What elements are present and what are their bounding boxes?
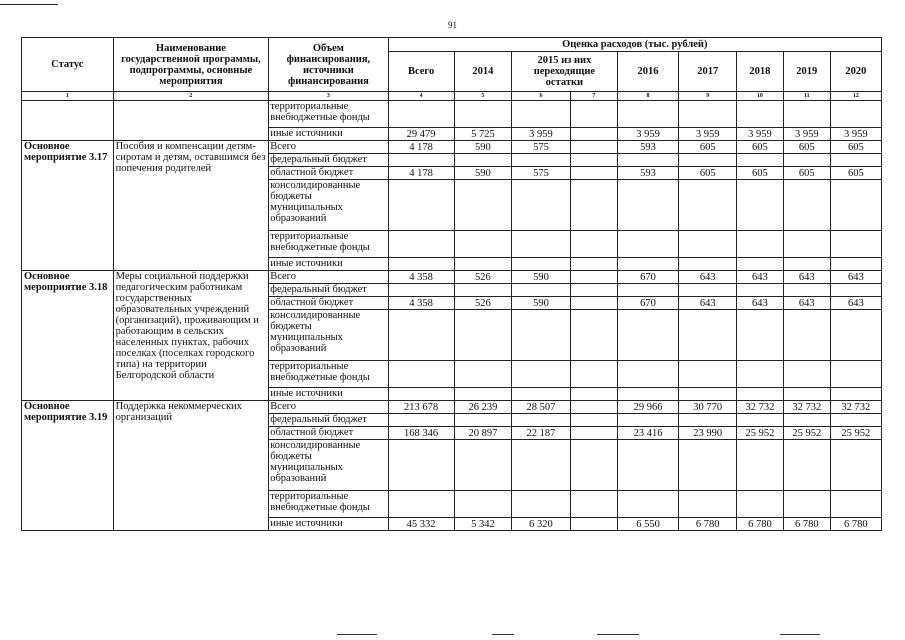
value-cell: [454, 491, 512, 518]
activity-name-cell: [113, 101, 269, 141]
value-cell: [783, 440, 830, 491]
value-cell: 3 959: [783, 128, 830, 141]
value-cell: [783, 284, 830, 297]
footer-rules: [0, 634, 905, 636]
value-cell: [617, 180, 679, 231]
value-cell: [830, 361, 881, 388]
header-total: Всего: [388, 52, 454, 92]
value-cell: 4 358: [388, 271, 454, 284]
activity-name-cell: Меры социальной поддержки педагогическим работникам государственных образовательных учреждений (организаций), проживающим и работающим в сельских населенных пунктах, рабочих поселках (поселках городского типа) на территории Белгородской области: [113, 271, 269, 401]
value-cell: [617, 154, 679, 167]
funding-source-cell: Всего: [269, 401, 388, 414]
value-cell: [570, 101, 617, 128]
value-cell: [570, 491, 617, 518]
value-cell: [570, 427, 617, 440]
value-cell: 643: [679, 297, 737, 310]
value-cell: [570, 154, 617, 167]
top-rule: [0, 4, 58, 5]
value-cell: 605: [830, 141, 881, 154]
value-cell: [454, 101, 512, 128]
value-cell: [388, 361, 454, 388]
value-cell: 590: [512, 271, 571, 284]
value-cell: [679, 231, 737, 258]
value-cell: [512, 388, 571, 401]
activity-name-cell: Пособия и компенсации детям-сиротам и детям, оставшимся без попечения родителей: [113, 141, 269, 271]
value-cell: [388, 231, 454, 258]
value-cell: [454, 231, 512, 258]
value-cell: [830, 388, 881, 401]
value-cell: [679, 154, 737, 167]
column-number: 8: [617, 92, 679, 101]
value-cell: [830, 440, 881, 491]
value-cell: [570, 167, 617, 180]
value-cell: [617, 231, 679, 258]
header-name: Наименование государственной программы, подпрограммы, основные мероприятия: [113, 38, 269, 92]
value-cell: 643: [783, 297, 830, 310]
value-cell: [617, 310, 679, 361]
status-cell: Основное мероприятие 3.19: [22, 401, 114, 531]
page-number: 91: [448, 20, 457, 30]
value-cell: [570, 361, 617, 388]
value-cell: 3 959: [679, 128, 737, 141]
value-cell: [783, 310, 830, 361]
funding-source-cell: Всего: [269, 141, 388, 154]
value-cell: 25 952: [736, 427, 783, 440]
status-cell: Основное мероприятие 3.18: [22, 271, 114, 401]
value-cell: [736, 284, 783, 297]
value-cell: 30 770: [679, 401, 737, 414]
value-cell: 605: [736, 167, 783, 180]
funding-source-cell: территориальные внебюджетные фонды: [269, 101, 388, 128]
table-row: [22, 141, 882, 154]
value-cell: 526: [454, 271, 512, 284]
value-cell: [736, 310, 783, 361]
value-cell: [570, 258, 617, 271]
value-cell: [830, 310, 881, 361]
value-cell: [512, 154, 571, 167]
header-2018: 2018: [736, 52, 783, 92]
expenses-table: [21, 37, 882, 531]
value-cell: 605: [783, 141, 830, 154]
value-cell: [570, 388, 617, 401]
column-number: 11: [783, 92, 830, 101]
value-cell: 605: [679, 167, 737, 180]
funding-source-cell: областной бюджет: [269, 167, 388, 180]
funding-source-cell: федеральный бюджет: [269, 414, 388, 427]
value-cell: 3 959: [830, 128, 881, 141]
value-cell: [570, 310, 617, 361]
funding-source-cell: областной бюджет: [269, 297, 388, 310]
value-cell: [679, 491, 737, 518]
value-cell: 590: [454, 141, 512, 154]
value-cell: [783, 101, 830, 128]
table-row: [22, 271, 882, 284]
value-cell: [388, 388, 454, 401]
value-cell: [454, 310, 512, 361]
value-cell: [388, 284, 454, 297]
value-cell: 168 346: [388, 427, 454, 440]
value-cell: [388, 258, 454, 271]
header-2019: 2019: [783, 52, 830, 92]
value-cell: [679, 310, 737, 361]
value-cell: 6 780: [830, 518, 881, 531]
value-cell: [736, 388, 783, 401]
value-cell: 32 732: [736, 401, 783, 414]
value-cell: [454, 361, 512, 388]
funding-source-cell: территориальные внебюджетные фонды: [269, 231, 388, 258]
value-cell: [736, 414, 783, 427]
value-cell: [388, 154, 454, 167]
funding-source-cell: иные источники: [269, 258, 388, 271]
value-cell: [570, 518, 617, 531]
value-cell: [783, 388, 830, 401]
value-cell: [570, 231, 617, 258]
value-cell: [512, 491, 571, 518]
value-cell: [388, 180, 454, 231]
value-cell: 32 732: [830, 401, 881, 414]
value-cell: [570, 401, 617, 414]
value-cell: 3 959: [736, 128, 783, 141]
value-cell: [512, 180, 571, 231]
column-number: 1: [22, 92, 114, 101]
value-cell: [617, 284, 679, 297]
value-cell: [679, 440, 737, 491]
value-cell: [512, 101, 571, 128]
value-cell: [570, 284, 617, 297]
value-cell: 32 732: [783, 401, 830, 414]
value-cell: [512, 440, 571, 491]
value-cell: [830, 231, 881, 258]
value-cell: 526: [454, 297, 512, 310]
value-cell: [830, 180, 881, 231]
funding-source-cell: территориальные внебюджетные фонды: [269, 491, 388, 518]
column-number: 7: [570, 92, 617, 101]
value-cell: [679, 101, 737, 128]
value-cell: [454, 154, 512, 167]
value-cell: 4 178: [388, 141, 454, 154]
value-cell: [783, 258, 830, 271]
value-cell: [679, 414, 737, 427]
value-cell: [783, 361, 830, 388]
column-number: 10: [736, 92, 783, 101]
value-cell: [736, 231, 783, 258]
value-cell: [783, 180, 830, 231]
value-cell: 25 952: [783, 427, 830, 440]
value-cell: [736, 491, 783, 518]
value-cell: 23 990: [679, 427, 737, 440]
value-cell: 25 952: [830, 427, 881, 440]
value-cell: 6 780: [679, 518, 737, 531]
value-cell: [783, 154, 830, 167]
value-cell: 22 187: [512, 427, 571, 440]
value-cell: 29 479: [388, 128, 454, 141]
value-cell: [454, 388, 512, 401]
header-2020: 2020: [830, 52, 881, 92]
value-cell: 643: [783, 271, 830, 284]
value-cell: 643: [830, 297, 881, 310]
value-cell: [512, 361, 571, 388]
value-cell: 605: [736, 141, 783, 154]
value-cell: [454, 440, 512, 491]
value-cell: [736, 361, 783, 388]
funding-source-cell: территориальные внебюджетные фонды: [269, 361, 388, 388]
value-cell: [617, 101, 679, 128]
value-cell: [617, 414, 679, 427]
column-number: 9: [679, 92, 737, 101]
column-number: 5: [454, 92, 512, 101]
value-cell: [736, 101, 783, 128]
value-cell: [679, 258, 737, 271]
value-cell: [388, 310, 454, 361]
value-cell: 575: [512, 141, 571, 154]
value-cell: [570, 180, 617, 231]
value-cell: 6 550: [617, 518, 679, 531]
value-cell: 643: [679, 271, 737, 284]
value-cell: [512, 284, 571, 297]
value-cell: [736, 258, 783, 271]
value-cell: [454, 180, 512, 231]
value-cell: 213 678: [388, 401, 454, 414]
value-cell: [830, 258, 881, 271]
header-2016: 2016: [617, 52, 679, 92]
table-row: [22, 401, 882, 414]
value-cell: 670: [617, 297, 679, 310]
value-cell: 605: [783, 167, 830, 180]
value-cell: [388, 440, 454, 491]
funding-source-cell: областной бюджет: [269, 427, 388, 440]
value-cell: 5 725: [454, 128, 512, 141]
value-cell: [454, 258, 512, 271]
column-number: 2: [113, 92, 269, 101]
funding-source-cell: федеральный бюджет: [269, 154, 388, 167]
value-cell: [617, 361, 679, 388]
value-cell: 643: [736, 297, 783, 310]
table-row: [22, 101, 882, 128]
value-cell: [617, 491, 679, 518]
value-cell: [512, 310, 571, 361]
value-cell: 3 959: [617, 128, 679, 141]
value-cell: [783, 231, 830, 258]
value-cell: 593: [617, 141, 679, 154]
funding-source-cell: консолидированные бюджеты муниципальных образований: [269, 440, 388, 491]
value-cell: [570, 414, 617, 427]
header-funding: Объем финансирования, источники финансирования: [269, 38, 388, 92]
value-cell: 26 239: [454, 401, 512, 414]
value-cell: [830, 284, 881, 297]
value-cell: 670: [617, 271, 679, 284]
value-cell: [736, 440, 783, 491]
value-cell: [570, 271, 617, 284]
value-cell: [679, 284, 737, 297]
value-cell: [570, 141, 617, 154]
value-cell: [570, 128, 617, 141]
value-cell: 5 342: [454, 518, 512, 531]
column-numbers-row: [22, 92, 882, 101]
value-cell: 45 332: [388, 518, 454, 531]
column-number: 12: [830, 92, 881, 101]
funding-source-cell: федеральный бюджет: [269, 284, 388, 297]
value-cell: [617, 258, 679, 271]
status-cell: Основное мероприятие 3.17: [22, 141, 114, 271]
header-2014: 2014: [454, 52, 512, 92]
value-cell: [736, 180, 783, 231]
funding-source-cell: иные источники: [269, 128, 388, 141]
value-cell: 4 358: [388, 297, 454, 310]
funding-source-cell: иные источники: [269, 388, 388, 401]
value-cell: [512, 258, 571, 271]
column-number: 6: [512, 92, 571, 101]
value-cell: 23 416: [617, 427, 679, 440]
value-cell: [570, 297, 617, 310]
funding-source-cell: Всего: [269, 271, 388, 284]
value-cell: [512, 231, 571, 258]
value-cell: [783, 414, 830, 427]
value-cell: [830, 414, 881, 427]
value-cell: 29 966: [617, 401, 679, 414]
value-cell: [679, 388, 737, 401]
status-cell: [22, 101, 114, 141]
header-estimate: Оценка расходов (тыс. рублей): [388, 38, 881, 52]
header-2015: 2015 из них переходящие остатки: [512, 52, 617, 92]
header-status: Статус: [22, 38, 114, 92]
value-cell: 605: [830, 167, 881, 180]
value-cell: [388, 491, 454, 518]
value-cell: [783, 491, 830, 518]
value-cell: [679, 180, 737, 231]
value-cell: [736, 154, 783, 167]
funding-source-cell: консолидированные бюджеты муниципальных образований: [269, 310, 388, 361]
value-cell: [830, 491, 881, 518]
value-cell: 590: [454, 167, 512, 180]
value-cell: 3 959: [512, 128, 571, 141]
header-2017: 2017: [679, 52, 737, 92]
value-cell: [388, 414, 454, 427]
value-cell: 605: [679, 141, 737, 154]
value-cell: 590: [512, 297, 571, 310]
value-cell: [570, 440, 617, 491]
value-cell: [512, 414, 571, 427]
value-cell: [679, 361, 737, 388]
value-cell: 6 780: [783, 518, 830, 531]
funding-source-cell: консолидированные бюджеты муниципальных образований: [269, 180, 388, 231]
value-cell: [454, 414, 512, 427]
value-cell: [830, 101, 881, 128]
activity-name-cell: Поддержка некоммерческих организаций: [113, 401, 269, 531]
value-cell: 4 178: [388, 167, 454, 180]
value-cell: 6 780: [736, 518, 783, 531]
value-cell: 643: [736, 271, 783, 284]
value-cell: 575: [512, 167, 571, 180]
value-cell: 28 507: [512, 401, 571, 414]
value-cell: 593: [617, 167, 679, 180]
value-cell: 20 897: [454, 427, 512, 440]
funding-source-cell: иные источники: [269, 518, 388, 531]
value-cell: [617, 440, 679, 491]
value-cell: [830, 154, 881, 167]
column-number: 4: [388, 92, 454, 101]
value-cell: [617, 388, 679, 401]
value-cell: 643: [830, 271, 881, 284]
value-cell: [454, 284, 512, 297]
value-cell: [388, 101, 454, 128]
value-cell: 6 320: [512, 518, 571, 531]
column-number: 3: [269, 92, 388, 101]
